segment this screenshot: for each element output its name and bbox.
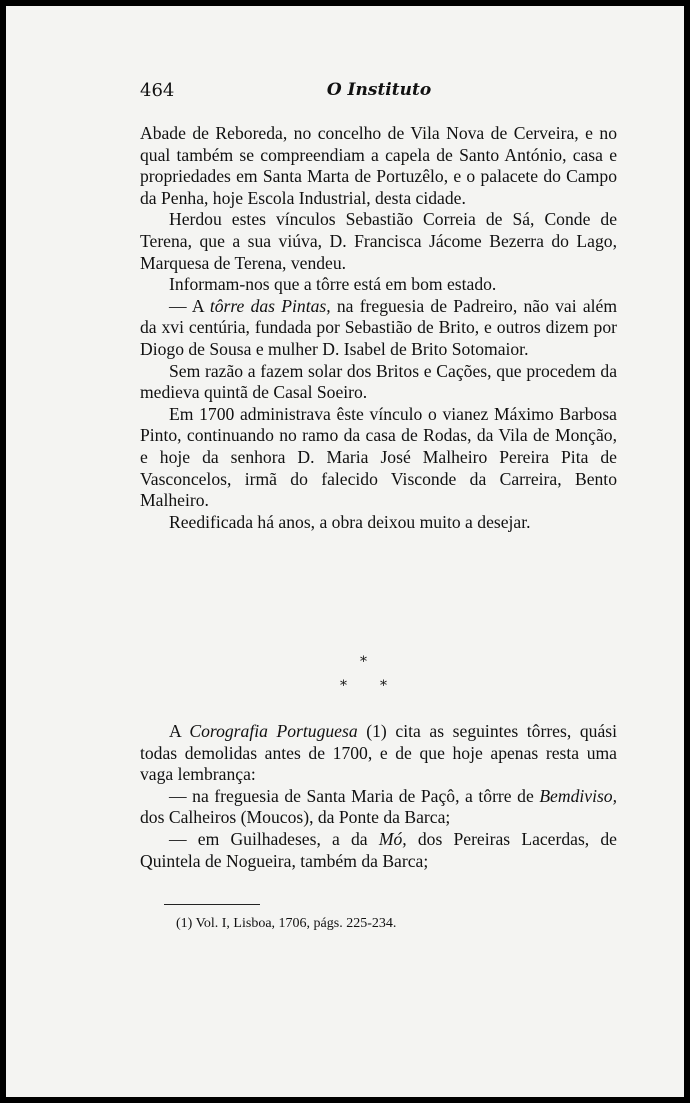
asterisk: * bbox=[340, 678, 347, 694]
footnote: (1) Vol. I, Lisboa, 1706, págs. 225-234. bbox=[176, 916, 397, 931]
italic-run: Mó, bbox=[378, 828, 407, 849]
text-run: na freguesia de Padreiro, não vai além da xvi centúria, fundada por Sebastião de Brito, e outros dizem por Diogo de Sousa e mulher D. Isabel de Brito Sotomaior. bbox=[140, 295, 618, 359]
body-text bbox=[140, 123, 617, 533]
text-run: dos Calheiros (Moucos), da Ponte da Barca; bbox=[140, 807, 451, 828]
paragraph bbox=[140, 786, 617, 829]
italic-run: Corografia Portuguesa bbox=[189, 721, 358, 741]
text-run: — na freguesia de Santa Maria de Paçô, a tôrre de bbox=[169, 785, 540, 806]
paragraph: Herdou estes vínculos Sebastião Correia de Sá, Conde de Terena, que a sua viúva, D. Francisca Jácome Bezerra do Lago, Marquesa de Terena, vendeu. bbox=[140, 209, 617, 273]
footnote-divider bbox=[164, 904, 260, 905]
italic-run: tôrre das Pintas, bbox=[209, 295, 331, 316]
asterisk: * bbox=[360, 654, 367, 670]
body-text-section-2 bbox=[140, 721, 617, 872]
paragraph: Em 1700 administrava êste vínculo o vianez Máximo Barbosa Pinto, continuando no ramo da casa de Rodas, da Vila de Monção, e hoje da senhora D. Maria José Malheiro Pereira Pita de Vasconcelos, irmã do falecido Visconde da Carreira, Bento Malheiro. bbox=[140, 403, 617, 511]
text-run: — A bbox=[169, 295, 210, 316]
running-title: O Instituto bbox=[326, 80, 432, 100]
paragraph bbox=[140, 829, 617, 872]
paragraph bbox=[140, 721, 617, 786]
paragraph: Abade de Reboreda, no concelho de Vila Nova de Cerveira, e no qual também se compreendiam a capela de Santo António, casa e propriedades em Santa Marta de Portuzêlo, e o palacete do Campo da Penha, hoje Escola Industrial, desta cidade. bbox=[140, 123, 617, 208]
page-header bbox=[140, 80, 618, 104]
text-run: (1) cita as seguintes tôrres, quási todas demolidas antes de 1700, e de que hoje apenas resta uma vaga lembrança: bbox=[140, 721, 617, 785]
text-run: dos Pereiras Lacerdas, de Quintela de Nogueira, também da Barca; bbox=[140, 828, 617, 871]
text-run: — em Guilhadeses, a da bbox=[169, 828, 379, 849]
text-run: A bbox=[169, 721, 190, 741]
paragraph: Sem razão a fazem solar dos Britos e Cações, que procedem da medieva quintã de Casal Soeiro. bbox=[140, 360, 617, 403]
paragraph: Informam-nos que a tôrre está em bom estado. bbox=[169, 274, 497, 295]
asterism bbox=[326, 654, 406, 704]
italic-run: Bemdiviso, bbox=[539, 785, 617, 806]
paragraph: Reedificada há anos, a obra deixou muito a desejar. bbox=[169, 511, 531, 532]
page-number: 464 bbox=[140, 80, 175, 101]
document-page bbox=[6, 6, 684, 1097]
asterisk: * bbox=[380, 678, 387, 694]
paragraph bbox=[140, 296, 617, 361]
